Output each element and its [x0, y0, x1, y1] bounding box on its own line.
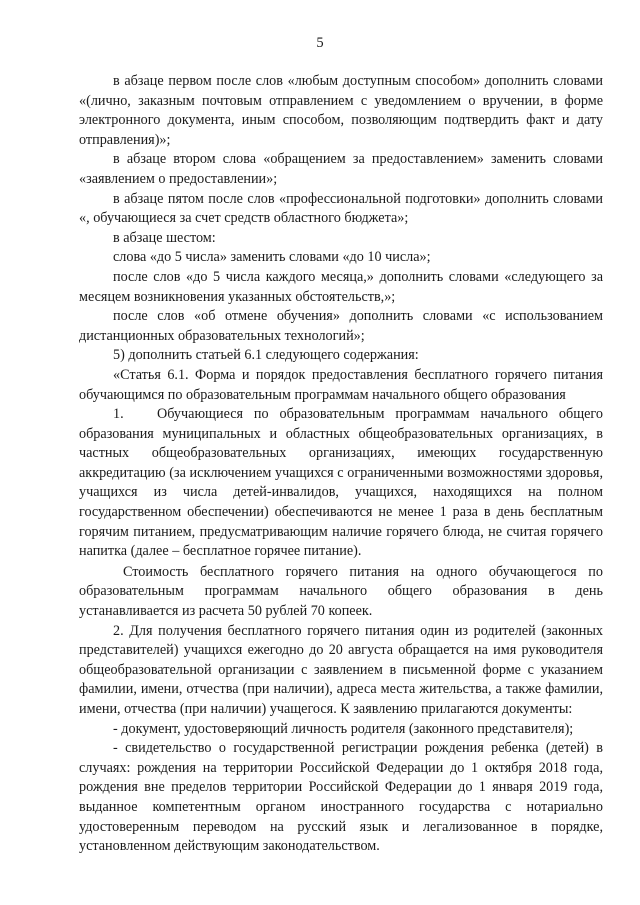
article-heading: «Статья 6.1. Форма и порядок предоставления бесплатного горячего питания обучающимся по образовательным программам начального общего образования [79, 366, 603, 403]
paragraph: после слов «до 5 числа каждого месяца,» дополнить словами «следующего за месяцем возникновения указанных обстоятельств,»; [79, 268, 603, 305]
document-list-item: - свидетельство о государственной регистрации рождения ребенка (детей) в случаях: рождения на территории Российской Федерации до 1 октября 2018 года, рождения вне пределов территории Российской Федерации до 1 января 2019 года, выданное компетентным органом иностранного государства с нотариально удостоверенным переводом на русский язык и легализованное в порядке, установленном действующим законодательством. [79, 740, 603, 855]
cost-paragraph: Стоимость бесплатного горячего питания на одного обучающегося по образовательным программам начального общего образования в день устанавливается из расчета 50 рублей 70 копеек. [79, 563, 603, 620]
page-number: 5 [316, 35, 324, 51]
document-list-item: - документ, удостоверяющий личность родителя (законного представителя); [113, 720, 574, 737]
paragraph: в абзаце втором слова «обращением за предоставлением» заменить словами «заявлением о предоставлении»; [79, 151, 603, 187]
article-item-1 [79, 405, 603, 562]
paragraph: после слов «об отмене обучения» дополнить словами «с использованием дистанционных образовательных технологий»; [79, 308, 603, 344]
item-number: 1. [113, 406, 124, 423]
paragraph: в абзаце шестом: [113, 229, 216, 246]
paragraph: в абзаце пятом после слов «профессиональной подготовки» дополнить словами «, обучающиеся за счет средств областного бюджета»; [79, 190, 603, 227]
paragraph: 5) дополнить статьей 6.1 следующего содержания: [113, 347, 419, 364]
paragraph: в абзаце первом после слов «любым доступным способом» дополнить словами «(лично, заказным почтовым отправлением с уведомлением о вручении, в форме электронного документа, иным способом, позволяющим подтвердить факт и дату отправления)»; [79, 73, 603, 148]
document-body [79, 72, 603, 857]
item-text: Обучающиеся по образовательным программам начального общего образования муниципальных и областных общеобразовательных организациях, в частных общеобразовательных организациях, имеющих государственную аккредитацию (за исключением учащихся с ограниченными возможностями здоровья, учащихся из числа детей-инвалидов, учащихся, находящихся на полном государственном обеспечении) обеспечиваются не менее 1 раза в день бесплатным горячим питанием, предусматривающим наличие горячего блюда, не считая горячего напитка (далее – бесплатное горячее питание). [79, 406, 603, 560]
article-item-2: 2. Для получения бесплатного горячего питания один из родителей (законных представителей) учащихся ежегодно до 20 августа обращается на имя руководителя общеобразовательной организации с заявлением в письменной форме с указанием фамилии, имени, отчества (при наличии), адреса места жительства, а также фамилии, имени, отчества (при наличии) учащегося. К заявлению прилагаются документы: [79, 622, 603, 717]
paragraph: слова «до 5 числа» заменить словами «до 10 числа»; [113, 249, 431, 266]
